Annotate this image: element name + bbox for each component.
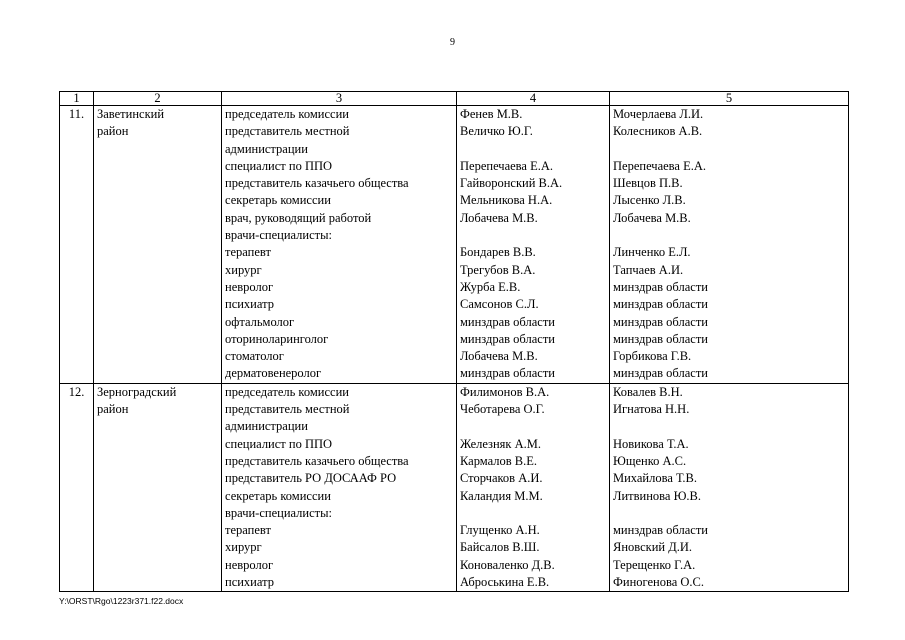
main-member-line: Филимонов В.А. [460,384,550,399]
role-line: психиатр [225,575,274,590]
main-member-line [460,505,606,522]
role-line: терапевт [225,245,271,260]
role-line: представитель казачьего общества [225,453,409,468]
reserve-member-line: минздрав области [613,366,708,381]
role-line: представитель казачьего общества [225,176,409,191]
reserve-member-line: Горбикова Г.В. [613,349,692,364]
role-line: психиатр [225,297,274,312]
main-member-line: Железняк А.М. [460,436,542,451]
district-line: Зерноградский [97,384,177,399]
role-cell [222,383,457,592]
main-member-line: Чеботарева О.Г. [460,402,545,417]
reserve-member-line: Ющенко А.С. [613,453,687,468]
main-member-line: Фенев М.В. [460,107,523,121]
reserve-member-line: Михайлова Т.В. [613,471,697,486]
header-col-3: 3 [222,92,457,106]
header-col-4: 4 [457,92,610,106]
main-member-line: Трегубов В.А. [460,262,536,277]
district-cell [94,383,222,592]
reserve-member-line: Мочерлаева Л.И. [613,107,704,121]
main-member-line: минздрав области [460,366,555,381]
reserve-member-line: Ковалев В.Н. [613,384,683,399]
role-line: специалист по ППО [225,158,333,173]
header-col-1: 1 [60,92,94,106]
table-row [60,106,849,384]
header-col-2: 2 [94,92,222,106]
main-member-line: Лобачева М.В. [460,349,538,364]
main-member-line: Величко Ю.Г. [460,124,533,139]
role-line: оториноларинголог [225,331,329,346]
role-line: хирург [225,262,262,277]
commission-table [59,91,849,592]
main-member-line: Байсалов В.Ш. [460,540,540,555]
main-member-line: Каландия М.М. [460,488,543,503]
main-member-line: минздрав области [460,331,555,346]
reserve-member-line: минздрав области [613,331,708,346]
role-line: администрации [225,419,308,434]
main-member-line: Журба Е.В. [460,279,521,294]
main-member-line: Перепечаева Е.А. [460,158,554,173]
main-member-line: Аброськина Е.В. [460,575,550,590]
main-member-cell [457,383,610,592]
reserve-member-line: Литвинова Ю.В. [613,488,702,503]
district-line: район [97,124,129,139]
reserve-member-line: Лысенко Л.В. [613,193,686,208]
main-member-line [460,141,606,158]
main-member-line: Бондарев В.В. [460,245,536,260]
main-member-line: Коноваленко Д.В. [460,557,555,572]
role-line: офтальмолог [225,314,295,329]
role-line: председатель комиссии [225,384,349,399]
role-line: секретарь комиссии [225,488,331,503]
reserve-member-line [613,227,845,244]
row-number: 12. [60,383,94,592]
role-line: специалист по ППО [225,436,333,451]
main-member-line [460,418,606,435]
file-path-footer: Y:\ORST\Rgo\1223r371.f22.docx [59,596,184,606]
role-line: секретарь комиссии [225,193,331,208]
main-member-line: Глущенко А.Н. [460,523,540,538]
header-col-5: 5 [610,92,849,106]
role-line: стоматолог [225,349,284,364]
row-number: 11. [60,106,94,384]
role-line: хирург [225,540,262,555]
reserve-member-line: минздрав области [613,279,708,294]
page-number: 9 [450,37,455,48]
reserve-member-line [613,505,845,522]
header-row [60,92,849,106]
district-line: Заветинский [97,107,165,121]
reserve-member-line: Яновский Д.И. [613,540,693,555]
role-line: представитель РО ДОСААФ РО [225,471,397,486]
reserve-member-line: минздрав области [613,523,708,538]
role-line: невролог [225,279,274,294]
reserve-member-line: Терещенко Г.А. [613,557,696,572]
reserve-member-line: Колесников А.В. [613,124,703,139]
reserve-member-line: минздрав области [613,314,708,329]
main-member-line: Сторчаков А.И. [460,471,543,486]
reserve-member-line: Игнатова Н.Н. [613,402,690,417]
main-member-line: минздрав области [460,314,555,329]
reserve-member-line [613,418,845,435]
role-line: терапевт [225,523,271,538]
main-member-cell [457,106,610,384]
reserve-member-line: Перепечаева Е.А. [613,158,707,173]
reserve-member-cell [610,383,849,592]
district-cell [94,106,222,384]
table-row [60,383,849,592]
role-line: представитель местной [225,124,350,139]
role-line: председатель комиссии [225,107,349,121]
role-line: представитель местной [225,402,350,417]
reserve-member-line: Лобачева М.В. [613,210,691,225]
table-body [60,106,849,592]
reserve-member-line: минздрав области [613,297,708,312]
role-line: дерматовенеролог [225,366,322,381]
reserve-member-line: Линченко Е.Л. [613,245,691,260]
reserve-member-line: Тапчаев А.И. [613,262,684,277]
role-line: администрации [225,141,308,156]
reserve-member-line: Финогенова О.С. [613,575,704,590]
role-line: невролог [225,557,274,572]
district-line: район [97,402,129,417]
role-cell [222,106,457,384]
reserve-member-line [613,141,845,158]
reserve-member-line: Новикова Т.А. [613,436,689,451]
main-member-line: Кармалов В.Е. [460,453,538,468]
main-member-line: Самсонов С.Л. [460,297,539,312]
role-line: врачи-специалисты: [225,505,332,520]
reserve-member-line: Шевцов П.В. [613,176,683,191]
role-line: врачи-специалисты: [225,228,332,243]
main-member-line: Лобачева М.В. [460,210,538,225]
role-line: врач, руководящий работой [225,210,372,225]
main-member-line [460,227,606,244]
reserve-member-cell [610,106,849,384]
main-member-line: Гайворонский В.А. [460,176,563,191]
main-member-line: Мельникова Н.А. [460,193,553,208]
